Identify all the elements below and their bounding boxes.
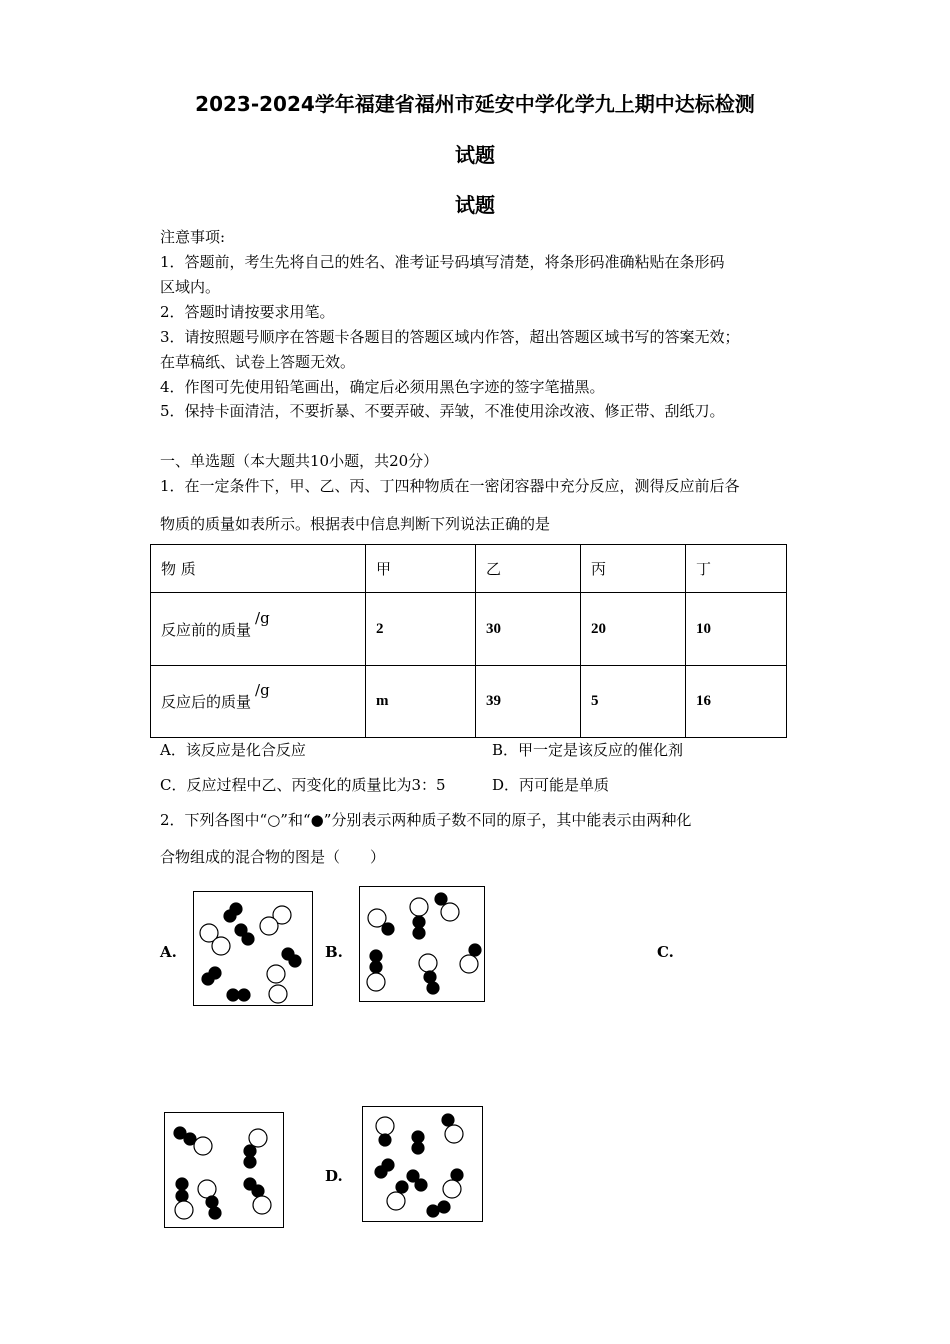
black-atom [227, 989, 239, 1001]
unit-label: /g [255, 608, 270, 627]
black-atom [375, 1166, 387, 1178]
white-atom [249, 1129, 267, 1147]
q2-option-d-label[interactable]: D. [325, 1167, 343, 1185]
white-atom [410, 898, 428, 916]
notice-item-1: 1．答题前，考生先将自己的姓名、准考证号码填写清楚，将条形码准确粘贴在条形码 [160, 253, 725, 271]
black-atom [370, 961, 382, 973]
q2-option-a-label[interactable]: A. [160, 943, 177, 961]
section-heading: 一、单选题（本大题共10小题，共20分） [160, 452, 439, 470]
q2-stem: 2．下列各图中“○”和“●”分别表示两种质子数不同的原子，其中能表示由两种化 [160, 811, 692, 829]
table-header-cell: 乙 [476, 545, 581, 593]
q1-option-b[interactable]: B．甲一定是该反应的催化剂 [492, 741, 684, 759]
black-atom [412, 1131, 424, 1143]
black-atom [435, 893, 447, 905]
page-subtitle: 试题 [455, 143, 495, 167]
page-title: 2023-2024学年福建省福州市延安中学化学九上期中达标检测 [195, 92, 755, 116]
notice-item-3-cont: 在草稿纸、试卷上答题无效。 [160, 353, 356, 371]
table-row-label-cell [151, 666, 366, 738]
white-atom [175, 1201, 193, 1219]
white-atom [212, 937, 230, 955]
row-label: 反应前的质量 [161, 620, 252, 639]
black-atom [415, 1179, 427, 1191]
white-atom [260, 917, 278, 935]
table-cell: 30 [476, 593, 581, 666]
black-atom [382, 923, 394, 935]
q2-option-a-diagram[interactable] [193, 891, 313, 1006]
table-cell: 16 [686, 666, 787, 738]
table-cell: 20 [581, 593, 686, 666]
black-atom [424, 971, 436, 983]
table-header-row [151, 545, 787, 593]
white-atom [387, 1192, 405, 1210]
black-atom [412, 1142, 424, 1154]
black-atom [209, 1207, 221, 1219]
table-cell: 2 [366, 593, 476, 666]
white-atom [445, 1125, 463, 1143]
unit-label: /g [255, 681, 270, 699]
black-atom [442, 1114, 454, 1126]
black-atom [244, 1156, 256, 1168]
black-atom [252, 1185, 264, 1197]
black-atom [451, 1169, 463, 1181]
notice-item-4: 4．作图可先使用铅笔画出，确定后必须用黑色字迹的签字笔描黑。 [160, 378, 605, 396]
white-atom [194, 1137, 212, 1155]
table-row [151, 666, 787, 738]
q1-option-d[interactable]: D．丙可能是单质 [492, 776, 610, 794]
notice-item-2: 2．答题时请按要求用笔。 [160, 303, 335, 321]
white-atom [443, 1180, 461, 1198]
black-atom [370, 950, 382, 962]
row-label: 反应后的质量 [161, 693, 252, 711]
q1-data-table [150, 544, 787, 738]
black-atom [206, 1196, 218, 1208]
white-atom [198, 1180, 216, 1198]
white-atom [460, 955, 478, 973]
q2-option-d-diagram[interactable] [362, 1106, 483, 1222]
q2-option-b-label[interactable]: B. [325, 943, 343, 961]
q2-option-b-diagram[interactable] [359, 886, 485, 1002]
notice-heading: 注意事项: [160, 228, 226, 246]
black-atom [413, 916, 425, 928]
black-atom [289, 955, 301, 967]
black-atom [176, 1178, 188, 1190]
white-atom [269, 985, 287, 1003]
black-atom [224, 910, 236, 922]
white-atom [368, 909, 386, 927]
black-atom [202, 973, 214, 985]
table-row [151, 593, 787, 666]
black-atom [176, 1190, 188, 1202]
table-cell: 5 [581, 666, 686, 738]
white-atom [253, 1196, 271, 1214]
table-header-cell: 丙 [581, 545, 686, 593]
black-atom [396, 1181, 408, 1193]
table-cell: m [366, 666, 476, 738]
black-atom [242, 933, 254, 945]
q1-option-a[interactable]: A．该反应是化合反应 [160, 741, 306, 759]
black-atom [413, 927, 425, 939]
table-cell: 10 [686, 593, 787, 666]
page-subtitle-repeat: 试题 [455, 193, 495, 217]
notice-item-5: 5．保持卡面清洁，不要折暴、不要弄破、弄皱，不准使用涂改液、修正带、刮纸刀。 [160, 402, 725, 420]
notice-item-3: 3．请按照题号顺序在答题卡各题目的答题区域内作答，超出答题区域书写的答案无效； [160, 328, 740, 346]
q1-stem-cont: 物质的质量如表所示。根据表中信息判断下列说法正确的是 [160, 515, 551, 533]
black-atom [379, 1134, 391, 1146]
black-atom [427, 1205, 439, 1217]
table-header-cell: 甲 [366, 545, 476, 593]
table-header-cell: 丁 [686, 545, 787, 593]
table-row-label-cell [151, 593, 366, 666]
q1-option-c[interactable]: C．反应过程中乙、丙变化的质量比为3：5 [160, 776, 446, 794]
black-atom [244, 1145, 256, 1157]
q2-stem-cont: 合物组成的混合物的图是（ ） [160, 848, 386, 866]
table-header-cell: 物 质 [151, 545, 366, 593]
white-atom [367, 973, 385, 991]
white-atom [267, 965, 285, 983]
notice-item-1-cont: 区域内。 [160, 278, 221, 296]
q2-option-c-label[interactable]: C. [657, 943, 674, 961]
q2-option-c-diagram[interactable] [164, 1112, 284, 1228]
white-atom [441, 903, 459, 921]
black-atom [238, 989, 250, 1001]
table-cell: 39 [476, 666, 581, 738]
q1-stem: 1．在一定条件下，甲、乙、丙、丁四种物质在一密闭容器中充分反应，测得反应前后各 [160, 477, 740, 495]
black-atom [469, 944, 481, 956]
white-atom [419, 954, 437, 972]
black-atom [427, 982, 439, 994]
black-atom [438, 1201, 450, 1213]
white-atom [376, 1117, 394, 1135]
